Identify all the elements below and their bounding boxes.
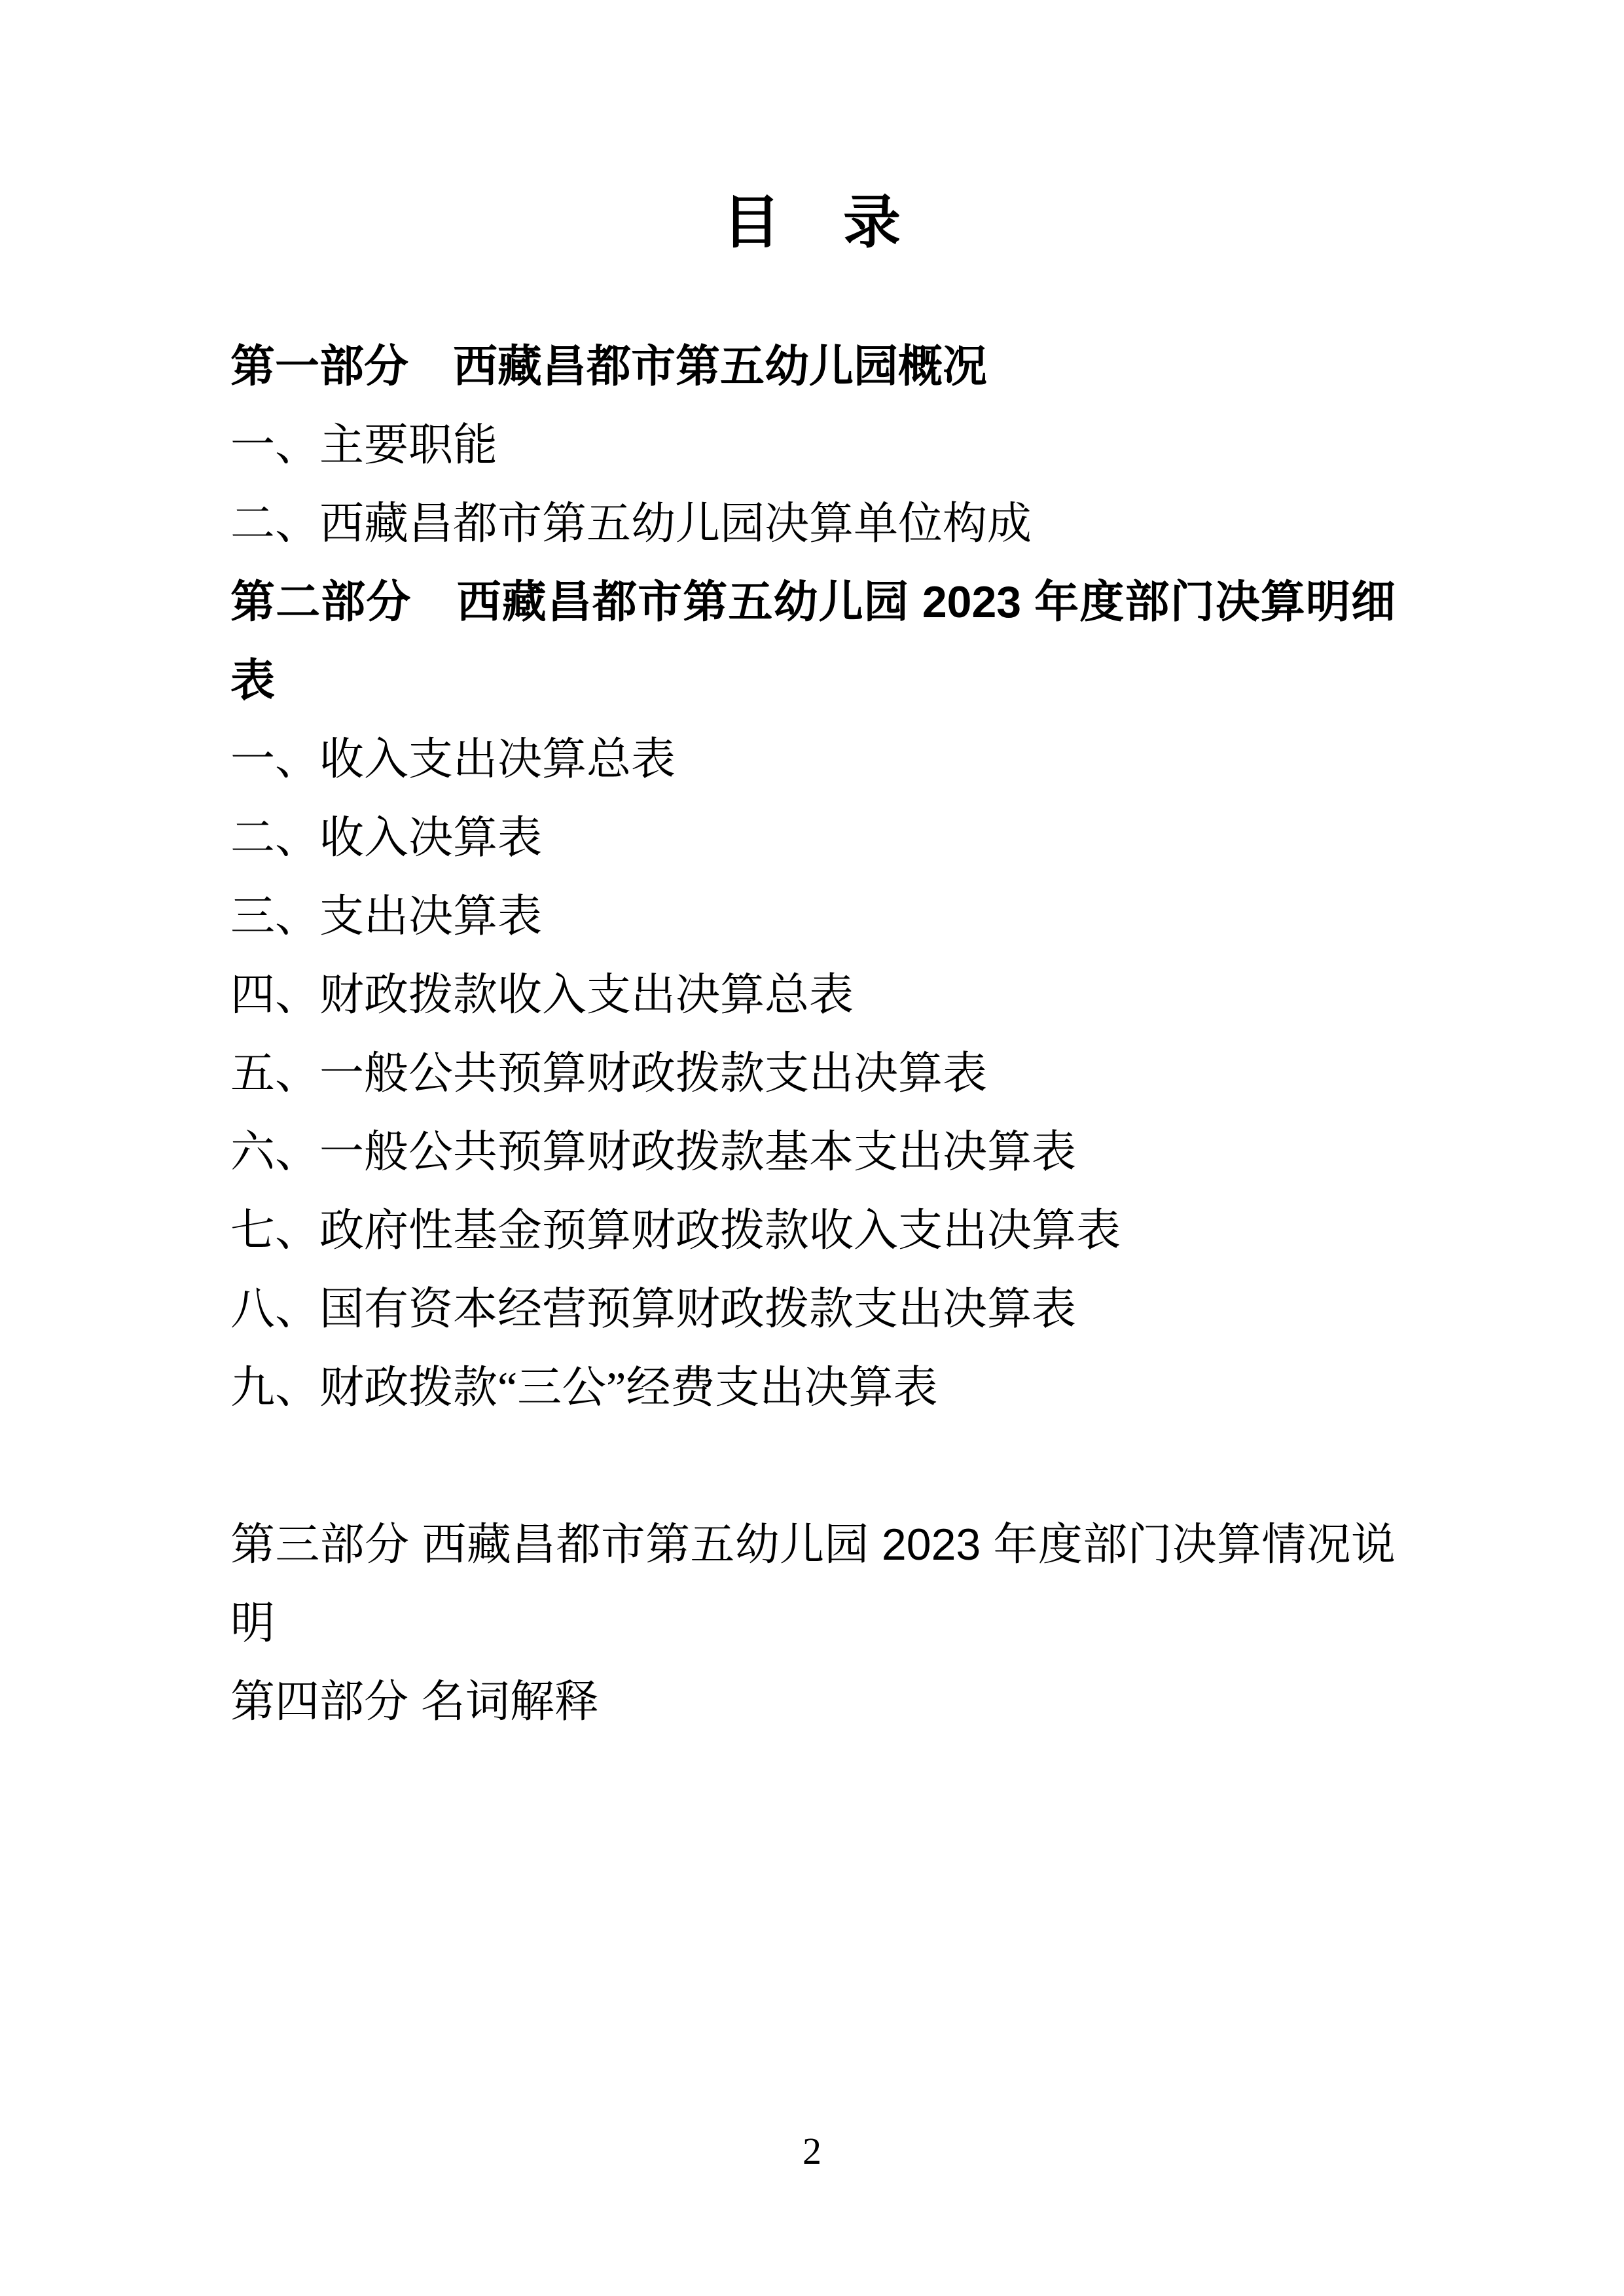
toc-part3-heading: 第三部分 西藏昌都市第五幼儿园 2023 年度部门决算情况说明 <box>230 1520 1396 1648</box>
toc-part1-item-2: 二、西藏昌都市第五幼儿园决算单位构成 <box>230 499 1032 548</box>
toc-part2-item-1: 一、收入支出决算总表 <box>230 734 676 784</box>
toc-part1-item-1: 一、主要职能 <box>230 420 498 470</box>
toc-part2-item-3: 三、支出决算表 <box>230 891 543 941</box>
table-of-contents <box>230 327 1396 1741</box>
document-title: 目 录 <box>722 192 903 255</box>
page-number: 2 <box>803 2130 821 2172</box>
toc-part2-item-2: 二、收入决算表 <box>230 813 543 863</box>
toc-part2-item-5: 五、一般公共预算财政拨款支出决算表 <box>230 1049 988 1098</box>
toc-part2-item-6: 六、一般公共预算财政拨款基本支出决算表 <box>230 1127 1077 1177</box>
toc-part2-item-4: 四、财政拨款收入支出决算总表 <box>230 970 854 1020</box>
toc-part2-item-7: 七、政府性基金预算财政拨款收入支出决算表 <box>230 1206 1121 1255</box>
toc-part2-item-8: 八、国有资本经营预算财政拨款支出决算表 <box>230 1284 1077 1334</box>
toc-blank-line <box>230 1427 1396 1505</box>
toc-part1-heading: 第一部分 西藏昌都市第五幼儿园概况 <box>230 342 988 391</box>
toc-part2-heading: 第二部分 西藏昌都市第五幼儿园 2023 年度部门决算明细表 <box>230 577 1396 706</box>
toc-part4-heading: 第四部分 名词解释 <box>230 1677 599 1727</box>
toc-part2-item-9: 九、财政拨款“三公”经费支出决算表 <box>230 1363 938 1412</box>
